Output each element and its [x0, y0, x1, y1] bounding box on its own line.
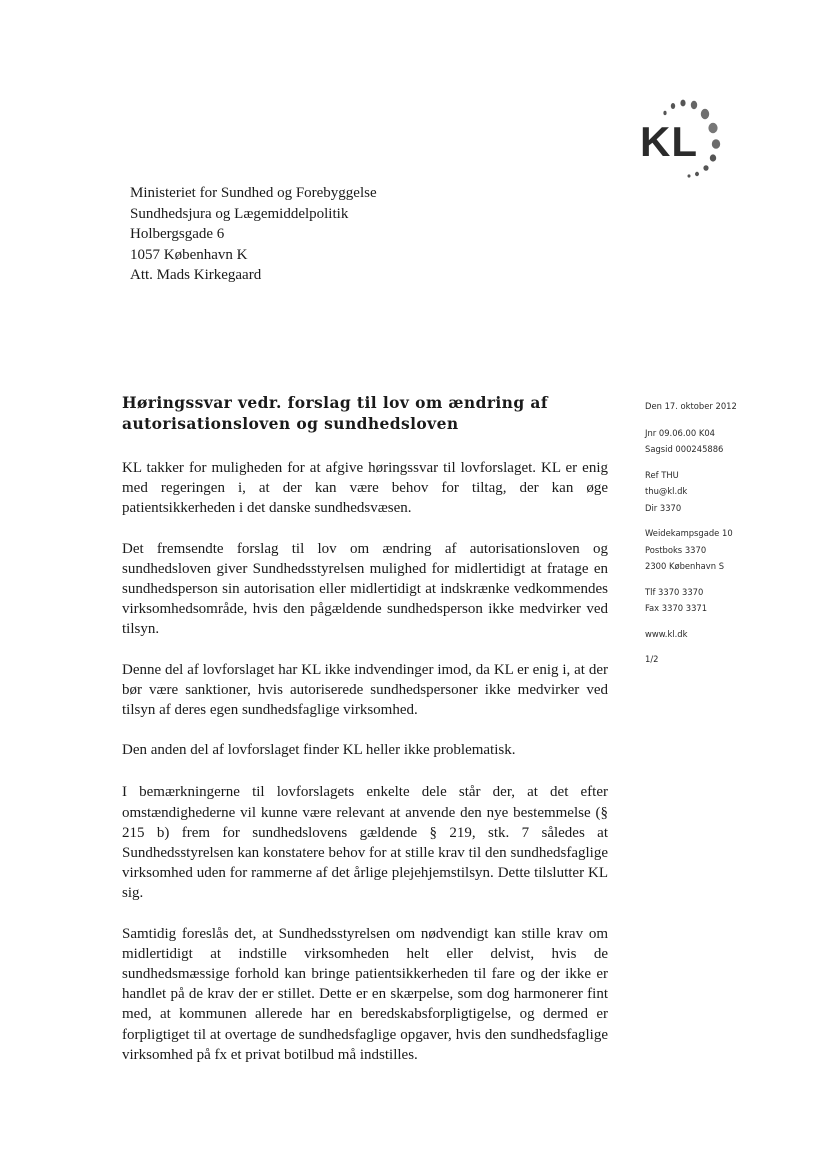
recipient-line: 1057 København K — [130, 246, 248, 263]
kl-logo-text: KL — [640, 118, 698, 165]
postal-city: 2300 København S — [645, 561, 725, 571]
page-number: 1/2 — [645, 654, 659, 664]
street-address: Weidekampsgade 10 — [645, 528, 733, 538]
journal-number: Jnr 09.06.00 K04 — [645, 427, 715, 438]
letter-date: Den 17. oktober 2012 — [645, 401, 737, 411]
recipient-address — [130, 183, 377, 286]
body-paragraph: Denne del af lovforslaget har KL ikke indvendinger imod, da KL er enig i, at der bør være sanktioner, hvis autoriserede sundhedspersoner ikke medvirker ved tilsyn af deres egen sundhedsfaglige virksomhed. — [122, 661, 608, 719]
recipient-line: Att. Mads Kirkegaard — [130, 267, 262, 283]
contact-email: thu@kl.dk — [645, 486, 688, 496]
postbox: Postboks 3370 — [645, 544, 707, 555]
body-paragraph: KL takker for muligheden for at afgive høringssvar til lovforslaget. KL er enig med regeringen i, at der kan være behov for tiltag, der kan øge patientsikkerheden i det danske sundhedsvæsen. — [122, 460, 608, 517]
direct-phone: Dir 3370 — [645, 502, 682, 513]
letter-body — [122, 458, 608, 1085]
body-paragraph: Det fremsendte forslag til lov om ændring af autorisationsloven og sundhedsloven giver Sundhedsstyrelsen mulighed for midlertidigt at fratage en sundhedsperson sin autorisation eller midlertidigt at indskrænke vedkommendes virksomhedsområde, hvis den pågældende sundhedsperson ikke medvirker ved tilsyn. — [122, 540, 608, 638]
recipient-line: Ministeriet for Sundhed og Forebyggelse — [130, 185, 377, 201]
letter-sidebar — [645, 398, 775, 677]
body-paragraph: Samtidig foreslås det, at Sundhedsstyrelsen om nødvendigt kan stille krav om midlertidigt at indstille virksomheden helt eller delvist, hvis de sundhedsmæssige forhold kan bringe patientsikkerheden til fare og der ikke er handlet på de krav der er stillet. Dette er en skærpelse, som dog harmonerer fint med, at kommunen allerede har en beredskabsforpligtigelse, og dermed er forpligtiget til at overtage de sundhedsfaglige opgaver, hvis den sundhedsfaglige virksomhed på fx et privat botilbud må indstilles. — [122, 925, 608, 1063]
letter-title: Høringssvar vedr. forslag til lov om ændring af autorisationsloven og sundhedsloven — [122, 393, 548, 433]
case-id: Sagsid 000245886 — [645, 444, 724, 454]
phone-number: Tlf 3370 3370 — [645, 586, 704, 597]
recipient-line: Sundhedsjura og Lægemiddelpolitik — [130, 205, 349, 222]
kl-logo — [640, 96, 730, 186]
body-paragraph: Den anden del af lovforslaget finder KL heller ikke problematisk. — [122, 742, 516, 759]
recipient-line: Holbergsgade 6 — [130, 226, 225, 242]
website: www.kl.dk — [645, 628, 688, 639]
body-paragraph: I bemærkningerne til lovforslagets enkelte dele står der, at det efter omstændighederne vil kunne være relevant at anvende den nye bestemmelse (§ 215 b) frem for sundhedslovens gældende § 219, stk. 7 således at Sundhedsstyrelsen kan konstatere behov for at stille krav til den sundhedsfaglige virksomhed uden for rammerne af det årlige plejehjemstilsyn. Dette tilslutter KL sig. — [122, 784, 608, 902]
reference: Ref THU — [645, 469, 679, 480]
fax-number: Fax 3370 3371 — [645, 603, 708, 613]
